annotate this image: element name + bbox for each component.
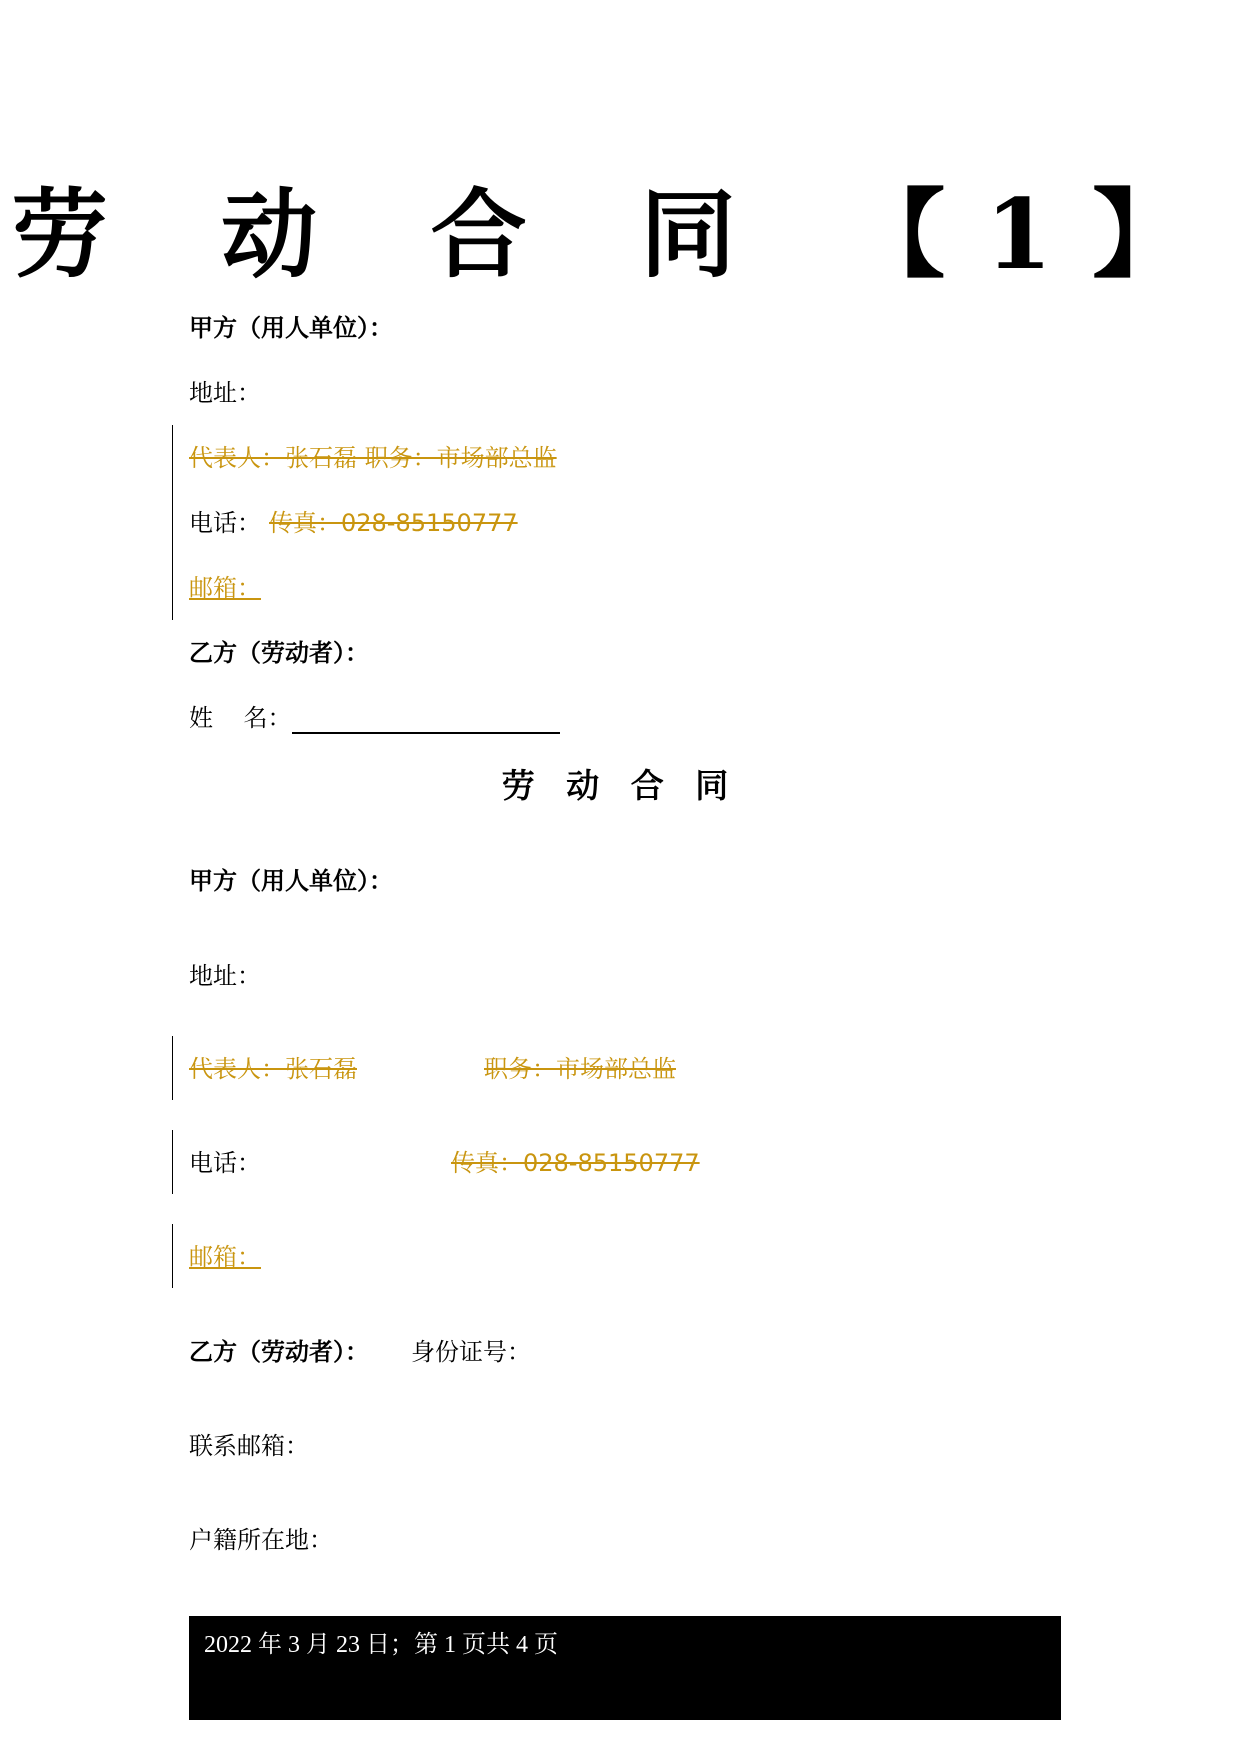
fax-deleted: 传真：028-85150777 (269, 509, 518, 537)
id-number-label: 身份证号： (411, 1338, 531, 1366)
party-b-label-2: 乙方（劳动者）： (189, 1338, 369, 1366)
party-b-line-2 (189, 1336, 531, 1368)
party-a-label: 甲方（用人单位）： (189, 314, 393, 342)
phone-line-2 (189, 1147, 700, 1179)
address-label-2: 地址： (189, 962, 261, 990)
section-subtitle: 劳 动 合 同 (501, 766, 739, 805)
fax-deleted-2: 传真：028-85150777 (451, 1149, 700, 1177)
footer-text: 2022 年 3 月 23 日；第 1 页共 4 页 (204, 1632, 558, 1658)
rep-title-deleted: 职务：市场部总监 (484, 1055, 676, 1083)
revision-bar-2 (172, 1036, 173, 1100)
name-blank (292, 708, 560, 734)
rep-name-deleted: 代表人：张石磊 (189, 1055, 357, 1083)
name-label: 姓 名： (189, 704, 292, 732)
representative-line-2 (189, 1053, 676, 1085)
contact-email-label: 联系邮箱： (189, 1432, 309, 1460)
name-line (189, 702, 560, 734)
revision-bar-4 (172, 1224, 173, 1288)
document-title: 劳 动 合 同 【1】 (11, 178, 1229, 291)
party-b-label: 乙方（劳动者）： (189, 639, 369, 667)
phone-line (189, 507, 518, 539)
address-label: 地址： (189, 379, 261, 407)
phone-label-2: 电话： (189, 1149, 261, 1177)
revision-bar-3 (172, 1130, 173, 1194)
revision-bar (172, 425, 173, 620)
phone-label: 电话： (189, 509, 261, 537)
email-label-inserted-2: 邮箱： (189, 1243, 261, 1271)
party-a-label-2: 甲方（用人单位）： (189, 867, 393, 895)
email-label-inserted: 邮箱： (189, 574, 261, 602)
household-label: 户籍所在地： (189, 1526, 333, 1554)
page-footer (189, 1616, 1061, 1720)
representative-line-deleted: 代表人：张石磊 职务：市场部总监 (189, 444, 557, 472)
